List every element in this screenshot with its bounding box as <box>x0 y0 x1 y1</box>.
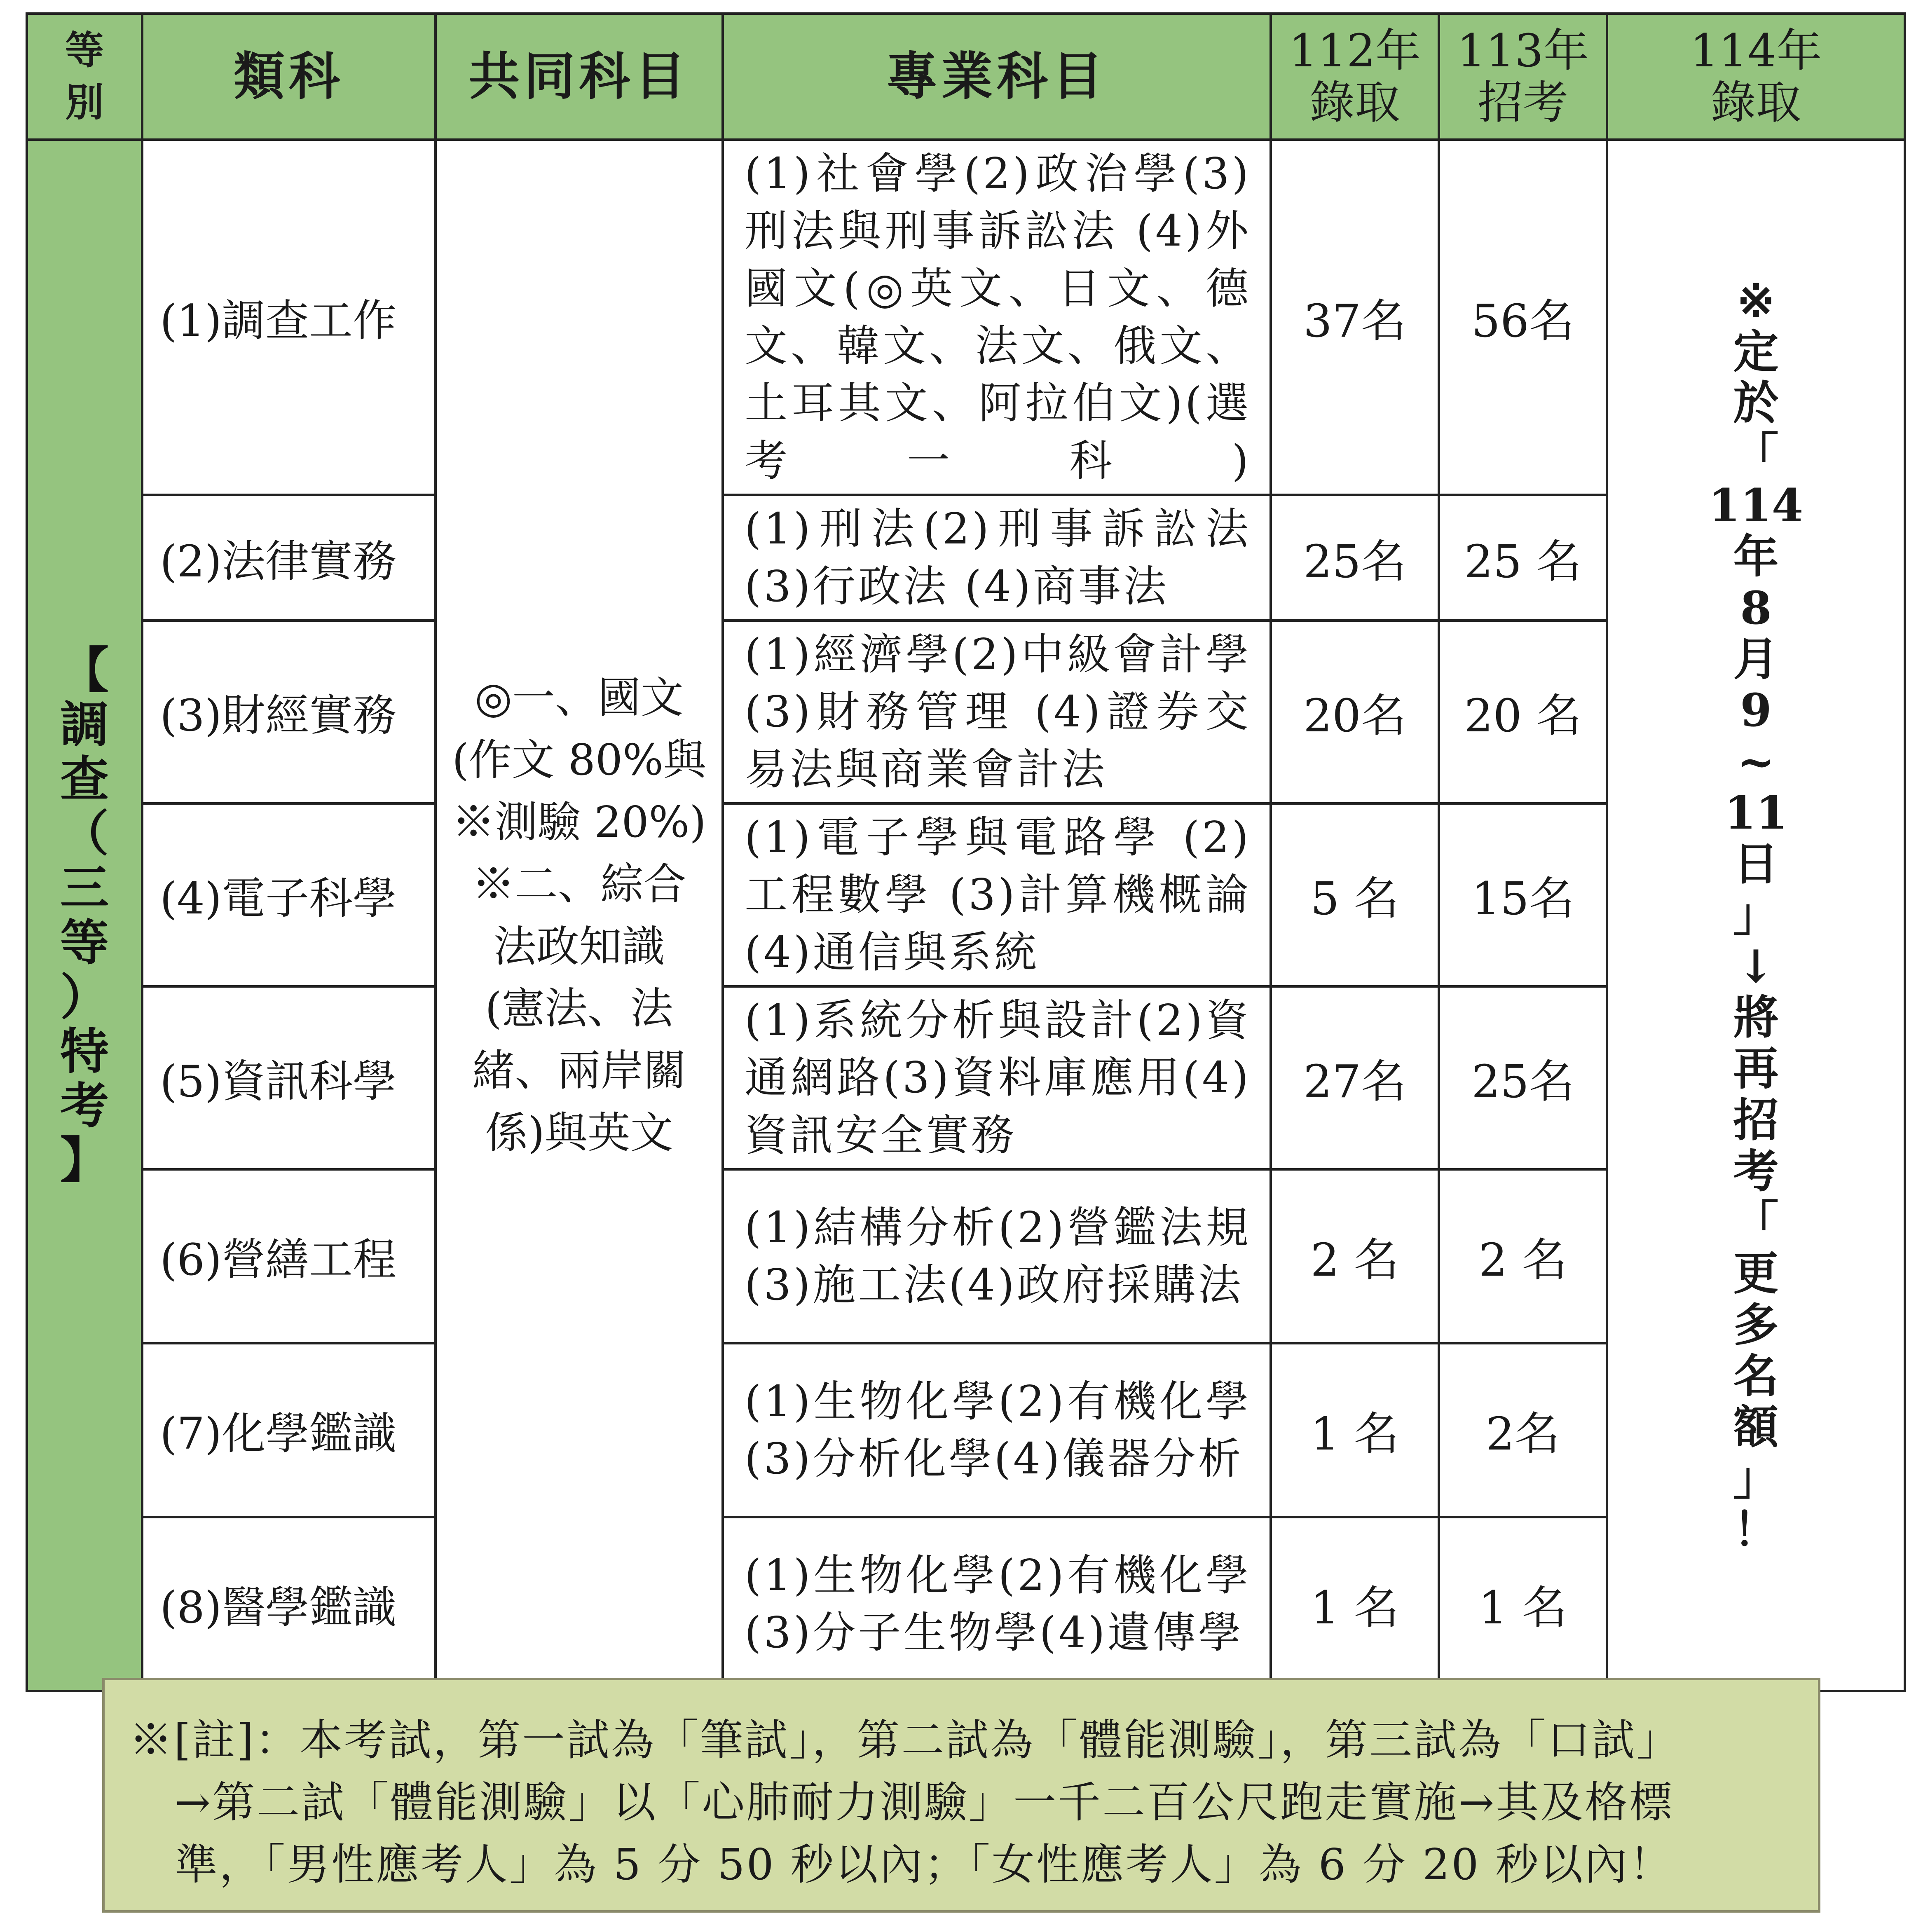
y114-note-char: 多 <box>1733 1298 1779 1351</box>
specialty-subjects-cell: (1)經濟學(2)中級會計學 (3)財務管理 (4)證券交易法與商業會計法 <box>723 621 1271 803</box>
recruit-113: 2名 <box>1439 1343 1607 1517</box>
grade-label-char: 查 <box>60 750 109 808</box>
y114-note-char: 名 <box>1733 1349 1779 1403</box>
admitted-112: 5 名 <box>1271 803 1439 986</box>
recruit-113: 15名 <box>1439 803 1607 986</box>
grade-label-char: （ <box>60 805 109 862</box>
footnote-line: ※[註]：本考試，第一試為「筆試」，第二試為「體能測驗」，第三試為「口試」 <box>129 1715 1681 1765</box>
header-category: 類科 <box>142 14 436 140</box>
recruit-113: 25名 <box>1439 986 1607 1169</box>
y114-note-char: ※ <box>1737 274 1775 327</box>
common-subject-line: 法政知識 <box>493 921 665 972</box>
header-113: 113年 招考 <box>1439 14 1607 140</box>
table-row <box>27 140 1905 495</box>
specialty-subjects-cell: (1)社會學(2)政治學(3)刑法與刑事訴訟法 (4)外國文(◎英文、日文、德文、韓文、法文、俄文、土耳其文、阿拉伯文)(選考一科) <box>723 140 1271 495</box>
header-specialty-subjects: 專業科目 <box>723 14 1271 140</box>
y114-note-char: ↓ <box>1737 939 1775 993</box>
grade-cell <box>27 140 142 1691</box>
y114-note-char: 定 <box>1733 325 1779 379</box>
category-cell: (5)資訊科學 <box>142 986 436 1169</box>
category-cell: (2)法律實務 <box>142 495 436 621</box>
admitted-112: 25名 <box>1271 495 1439 621</box>
footnote-box <box>102 1678 1820 1913</box>
recruit-113: 20 名 <box>1439 621 1607 803</box>
grade-label-char: 考 <box>60 1077 109 1135</box>
y114-note-char: 8 <box>1740 581 1772 635</box>
header-row <box>27 14 1905 140</box>
admitted-112: 2 名 <box>1271 1169 1439 1343</box>
y114-note-char: ！ <box>1733 1503 1779 1556</box>
header-112: 112年 錄取 <box>1271 14 1439 140</box>
admitted-112: 37名 <box>1271 140 1439 495</box>
specialty-subjects-cell: (1)生物化學(2)有機化學(3)分子生物學(4)遺傳學 <box>723 1517 1271 1691</box>
y114-note-char: 「 <box>1733 427 1779 481</box>
y114-note-char: 114 <box>1708 479 1804 532</box>
header-114: 114年 錄取 <box>1607 14 1905 140</box>
recruit-113: 2 名 <box>1439 1169 1607 1343</box>
common-subjects-cell <box>436 140 723 1691</box>
specialty-subjects-cell: (1)電子學與電路學 (2)工程數學 (3)計算機概論 (4)通信與系統 <box>723 803 1271 986</box>
specialty-subjects-cell: (1)生物化學(2)有機化學(3)分析化學(4)儀器分析 <box>723 1343 1271 1517</box>
y114-note-char: 日 <box>1733 837 1779 891</box>
category-cell: (7)化學鑑識 <box>142 1343 436 1517</box>
y114-note-char: 更 <box>1733 1247 1779 1300</box>
category-cell: (3)財經實務 <box>142 621 436 803</box>
grade-label-char: 等 <box>60 913 109 971</box>
header-common-subjects: 共同科目 <box>436 14 723 140</box>
y114-note-char: 」 <box>1733 888 1779 942</box>
recruit-113: 25 名 <box>1439 495 1607 621</box>
recruit-113: 1 名 <box>1439 1517 1607 1691</box>
admitted-112: 1 名 <box>1271 1343 1439 1517</box>
y114-note-char: 」 <box>1733 1452 1779 1505</box>
common-subject-line: ※測驗 20%) <box>452 796 706 847</box>
common-subject-line: ◎一、國文 <box>475 672 684 723</box>
y114-note-cell <box>1607 140 1905 1691</box>
grade-label <box>28 643 141 1188</box>
grade-label-char: ） <box>60 968 109 1026</box>
common-subject-line: 緒、兩岸關 <box>472 1045 686 1096</box>
common-subject-line: (作文 80%與 <box>452 735 706 785</box>
y114-note-char: ~ <box>1737 735 1775 788</box>
header-grade: 等 別 <box>27 14 142 140</box>
y114-note-char: 額 <box>1733 1400 1779 1454</box>
common-subjects <box>449 667 709 1164</box>
y114-note-char: 再 <box>1733 1042 1779 1096</box>
footnote-line: 準，「男性應考人」為 5 分 50 秒以內；「女性應考人」為 6 分 20 秒以內！ <box>175 1839 1674 1890</box>
category-cell: (1)調查工作 <box>142 140 436 495</box>
exam-table <box>26 12 1906 1692</box>
footnote-line: →第二試「體能測驗」以「心肺耐力測驗」一千二百公尺跑走實施→其及格標 <box>175 1777 1674 1827</box>
common-subject-line: ※二、綜合 <box>472 859 686 909</box>
admitted-112: 27名 <box>1271 986 1439 1169</box>
grade-label-char: 三 <box>60 859 109 917</box>
y114-note-char: 11 <box>1724 786 1788 839</box>
y114-note-char: 月 <box>1733 632 1779 686</box>
recruit-113: 56名 <box>1439 140 1607 495</box>
category-cell: (8)醫學鑑識 <box>142 1517 436 1691</box>
grade-label-char: 調 <box>60 696 109 753</box>
y114-note-char: 於 <box>1733 376 1779 430</box>
admitted-112: 20名 <box>1271 621 1439 803</box>
admitted-112: 1 名 <box>1271 1517 1439 1691</box>
specialty-subjects-cell: (1)結構分析(2)營鑑法規(3)施工法(4)政府採購法 <box>723 1169 1271 1343</box>
y114-note-char: 考 <box>1733 1144 1779 1198</box>
grade-label-char: 】 <box>60 1131 109 1189</box>
y114-note-char: 9 <box>1740 684 1772 737</box>
y114-note <box>1608 275 1904 1555</box>
y114-note-char: 將 <box>1733 991 1779 1044</box>
common-subject-line: 係)與英文 <box>485 1107 673 1158</box>
grade-label-char: 特 <box>60 1022 109 1080</box>
specialty-subjects-cell: (1)刑法(2)刑事訴訟法(3)行政法 (4)商事法 <box>723 495 1271 621</box>
y114-note-char: 「 <box>1733 1196 1779 1249</box>
category-cell: (4)電子科學 <box>142 803 436 986</box>
y114-note-char: 年 <box>1733 530 1779 583</box>
y114-note-char: 招 <box>1733 1093 1779 1147</box>
specialty-subjects-cell: (1)系統分析與設計(2)資通網路(3)資料庫應用(4)資訊安全實務 <box>723 986 1271 1169</box>
common-subject-line: (憲法、法 <box>485 983 673 1034</box>
grade-label-char: 【 <box>60 641 109 699</box>
category-cell: (6)營繕工程 <box>142 1169 436 1343</box>
